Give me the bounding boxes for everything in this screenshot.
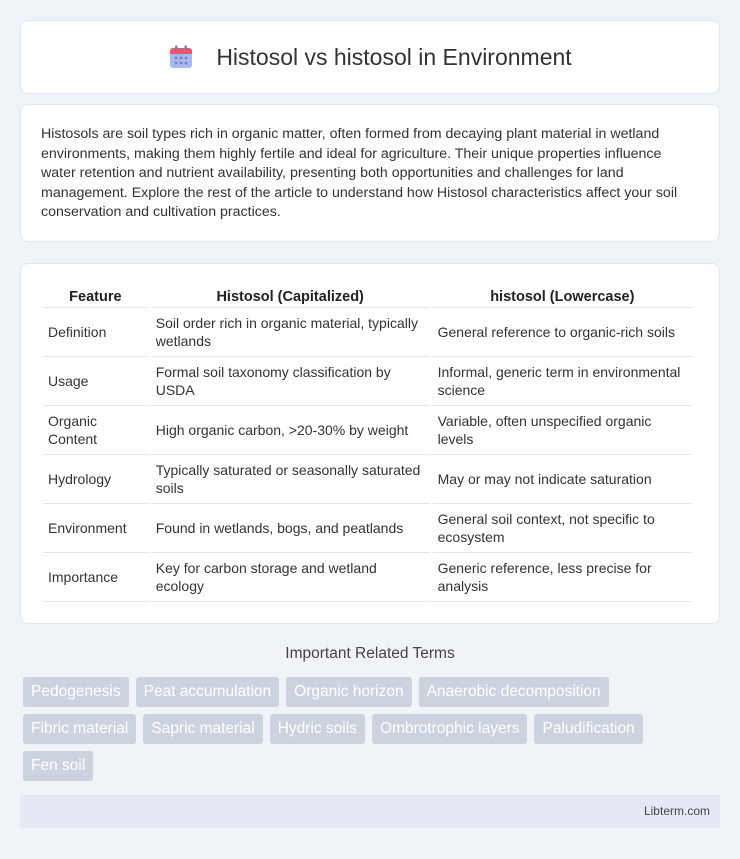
related-term-tag[interactable]: Fen soil	[23, 751, 93, 781]
related-term-tag[interactable]: Fibric material	[23, 714, 136, 744]
table-cell: General reference to organic-rich soils	[433, 308, 692, 357]
table-cell: May or may not indicate saturation	[433, 455, 692, 504]
table-cell: Definition	[43, 308, 148, 357]
footer	[20, 795, 720, 828]
related-terms-title: Important Related Terms	[285, 645, 455, 662]
comparison-card	[20, 263, 720, 624]
table-row	[43, 406, 692, 455]
table-cell: Hydrology	[43, 455, 148, 504]
table-cell: Variable, often unspecified organic levels	[433, 406, 692, 455]
related-term-tag[interactable]: Organic horizon	[286, 677, 411, 707]
table-row	[43, 504, 692, 553]
related-terms-list	[23, 677, 723, 788]
table-cell: Found in wetlands, bogs, and peatlands	[151, 504, 430, 553]
intro-card	[20, 104, 720, 242]
related-term-tag[interactable]: Paludification	[534, 714, 642, 744]
table-cell: Key for carbon storage and wetland ecology	[151, 553, 430, 602]
related-term-tag[interactable]: Anaerobic decomposition	[419, 677, 609, 707]
table-cell: Formal soil taxonomy classification by USDA	[151, 357, 430, 406]
table-row	[43, 455, 692, 504]
footer-brand-link[interactable]: Libterm.com	[643, 804, 710, 818]
intro-text: Histosols are soil types rich in organic matter, often formed from decaying plant material in wetland environments, making them highly fertile and ideal for agriculture. Their unique properties influence water retention and nutrient availability, presenting both opportunities and challenges for land management. Explore the rest of the article to understand how Histosol characteristics affect your soil conservation and cultivation practices.	[41, 126, 678, 220]
table-cell: Importance	[43, 553, 148, 602]
column-header: histosol (Lowercase)	[433, 286, 692, 308]
table-row	[43, 357, 692, 406]
page-title: Histosol vs histosol in Environment	[216, 43, 572, 70]
table-cell: High organic carbon, >20-30% by weight	[151, 406, 430, 455]
related-term-tag[interactable]: Ombrotrophic layers	[372, 714, 528, 744]
table-cell: Usage	[43, 357, 148, 406]
table-cell: Typically saturated or seasonally saturated soils	[151, 455, 430, 504]
table-cell: Soil order rich in organic material, typically wetlands	[151, 308, 430, 357]
table-header-row	[43, 286, 692, 308]
page-header	[20, 20, 720, 94]
table-row	[43, 308, 692, 357]
related-term-tag[interactable]: Pedogenesis	[23, 677, 129, 707]
related-term-tag[interactable]: Peat accumulation	[136, 677, 280, 707]
comparison-table	[40, 286, 695, 602]
table-cell: General soil context, not specific to ecosystem	[433, 504, 692, 553]
related-term-tag[interactable]: Sapric material	[143, 714, 262, 744]
column-header: Feature	[43, 286, 148, 308]
table-cell: Informal, generic term in environmental science	[433, 357, 692, 406]
table-cell: Environment	[43, 504, 148, 553]
related-term-tag[interactable]: Hydric soils	[270, 714, 365, 744]
column-header: Histosol (Capitalized)	[151, 286, 430, 308]
table-cell: Generic reference, less precise for analysis	[433, 553, 692, 602]
calendar-icon	[168, 44, 194, 70]
table-cell: Organic Content	[43, 406, 148, 455]
table-row	[43, 553, 692, 602]
